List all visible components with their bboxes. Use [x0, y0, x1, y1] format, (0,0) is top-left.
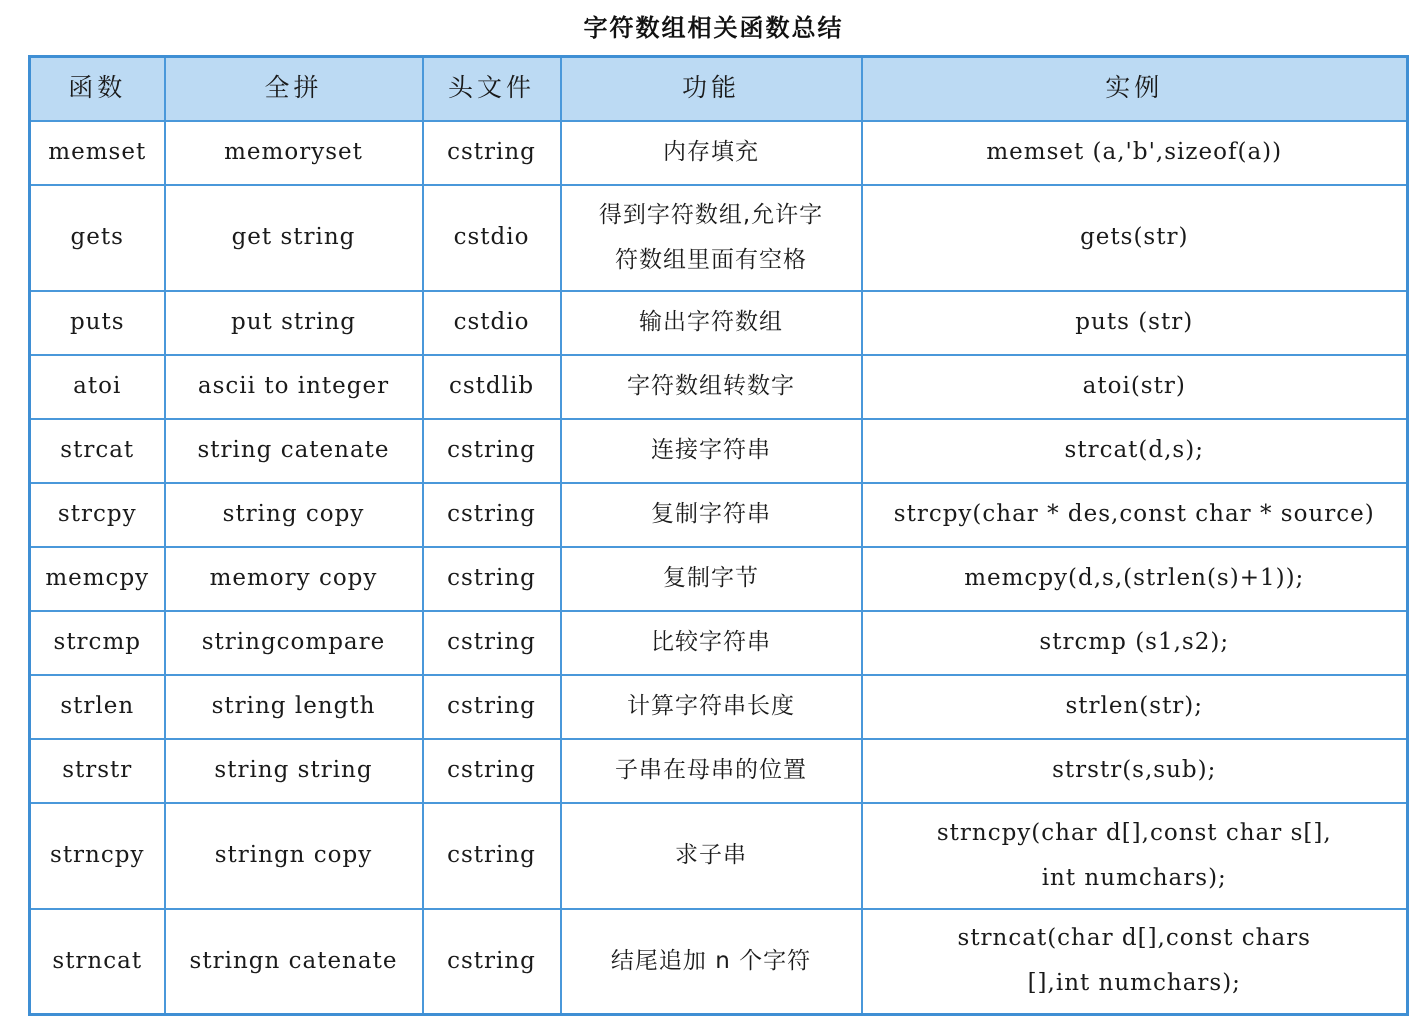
function-summary-table [28, 55, 1409, 1016]
header-file-cell: cstdio [423, 185, 561, 291]
example-cell [862, 291, 1408, 355]
purpose-line: 计算字符串长度 [627, 693, 795, 720]
function-cell: strcpy [30, 483, 165, 547]
purpose-cell [561, 185, 862, 291]
purpose-cell [561, 739, 862, 803]
purpose-cell [561, 803, 862, 909]
function-cell: strstr [30, 739, 165, 803]
header-file-cell: cstring [423, 739, 561, 803]
header-file-cell: cstdio [423, 291, 561, 355]
purpose-cell [561, 355, 862, 419]
example-cell [862, 739, 1408, 803]
example-cell [862, 547, 1408, 611]
function-cell: puts [30, 291, 165, 355]
full-name-cell: string catenate [165, 419, 423, 483]
purpose-line: 符数组里面有空格 [615, 246, 807, 273]
example-line: memcpy(d,s,(strlen(s)+1)); [964, 565, 1305, 592]
purpose-line: 子串在母串的位置 [615, 757, 807, 784]
purpose-line: 复制字符串 [651, 501, 771, 528]
example-line: strncat(char d[],const chars [957, 925, 1311, 952]
header-file-cell: cstring [423, 483, 561, 547]
table-row [30, 483, 1408, 547]
example-line: strcat(d,s); [1064, 437, 1204, 464]
table-row [30, 909, 1408, 1015]
header-file-cell: cstring [423, 547, 561, 611]
example-line: strstr(s,sub); [1052, 757, 1217, 784]
function-cell: gets [30, 185, 165, 291]
purpose-line: 比较字符串 [651, 629, 771, 656]
example-line: gets(str) [1080, 224, 1189, 251]
purpose-line: 字符数组转数字 [627, 373, 795, 400]
header-cell-header-file: 头文件 [423, 57, 561, 121]
example-line: strlen(str); [1065, 693, 1204, 720]
example-cell [862, 909, 1408, 1015]
function-cell: strcat [30, 419, 165, 483]
full-name-cell: string length [165, 675, 423, 739]
full-name-cell: string string [165, 739, 423, 803]
full-name-cell: stringn catenate [165, 909, 423, 1015]
header-cell-function: 函数 [30, 57, 165, 121]
purpose-line: 输出字符数组 [639, 309, 783, 336]
example-line: puts (str) [1075, 309, 1194, 336]
table-row [30, 419, 1408, 483]
header-file-cell: cstring [423, 611, 561, 675]
example-line: strncpy(char d[],const char s[], [936, 819, 1332, 846]
page-title: 字符数组相关函数总结 [583, 14, 844, 42]
example-cell [862, 611, 1408, 675]
header-cell-example: 实例 [862, 57, 1408, 121]
table-row [30, 291, 1408, 355]
purpose-cell [561, 419, 862, 483]
purpose-cell [561, 291, 862, 355]
purpose-cell [561, 909, 862, 1015]
example-line: strcmp (s1,s2); [1039, 629, 1230, 656]
example-cell [862, 185, 1408, 291]
header-file-cell: cstring [423, 909, 561, 1015]
example-cell [862, 419, 1408, 483]
purpose-cell [561, 121, 862, 185]
full-name-cell: memory copy [165, 547, 423, 611]
header-file-cell: cstring [423, 675, 561, 739]
purpose-line: 得到字符数组,允许字 [598, 201, 824, 228]
table-row [30, 803, 1408, 909]
function-cell: atoi [30, 355, 165, 419]
purpose-cell [561, 611, 862, 675]
header-cell-full-name: 全拼 [165, 57, 423, 121]
example-cell [862, 675, 1408, 739]
example-cell [862, 483, 1408, 547]
table-row [30, 547, 1408, 611]
header-file-cell: cstring [423, 121, 561, 185]
example-line: memset (a,'b',sizeof(a)) [986, 139, 1283, 166]
example-line: [],int numchars); [1027, 970, 1241, 997]
table-row [30, 121, 1408, 185]
purpose-cell [561, 483, 862, 547]
function-cell: memset [30, 121, 165, 185]
example-cell [862, 355, 1408, 419]
table-row [30, 355, 1408, 419]
header-file-cell: cstring [423, 803, 561, 909]
full-name-cell: stringcompare [165, 611, 423, 675]
function-cell: strlen [30, 675, 165, 739]
table-row [30, 611, 1408, 675]
full-name-cell: stringn copy [165, 803, 423, 909]
purpose-line: 结尾追加 n 个字符 [610, 947, 812, 974]
example-line: int numchars); [1041, 864, 1227, 891]
header-row [30, 57, 1408, 121]
function-cell: strcmp [30, 611, 165, 675]
purpose-line: 内存填充 [663, 139, 759, 166]
example-cell [862, 803, 1408, 909]
full-name-cell: get string [165, 185, 423, 291]
table-row [30, 739, 1408, 803]
purpose-line: 复制字节 [663, 565, 759, 592]
full-name-cell: ascii to integer [165, 355, 423, 419]
full-name-cell: string copy [165, 483, 423, 547]
header-file-cell: cstdlib [423, 355, 561, 419]
purpose-cell [561, 675, 862, 739]
function-cell: memcpy [30, 547, 165, 611]
table-row [30, 185, 1408, 291]
table-row [30, 675, 1408, 739]
function-cell: strncpy [30, 803, 165, 909]
example-line: strcpy(char * des,const char * source) [893, 501, 1375, 528]
purpose-line: 连接字符串 [651, 437, 771, 464]
full-name-cell: memoryset [165, 121, 423, 185]
function-cell: strncat [30, 909, 165, 1015]
purpose-line: 求子串 [675, 842, 747, 869]
header-file-cell: cstring [423, 419, 561, 483]
example-line: atoi(str) [1082, 373, 1186, 400]
purpose-cell [561, 547, 862, 611]
example-cell [862, 121, 1408, 185]
full-name-cell: put string [165, 291, 423, 355]
header-cell-purpose: 功能 [561, 57, 862, 121]
